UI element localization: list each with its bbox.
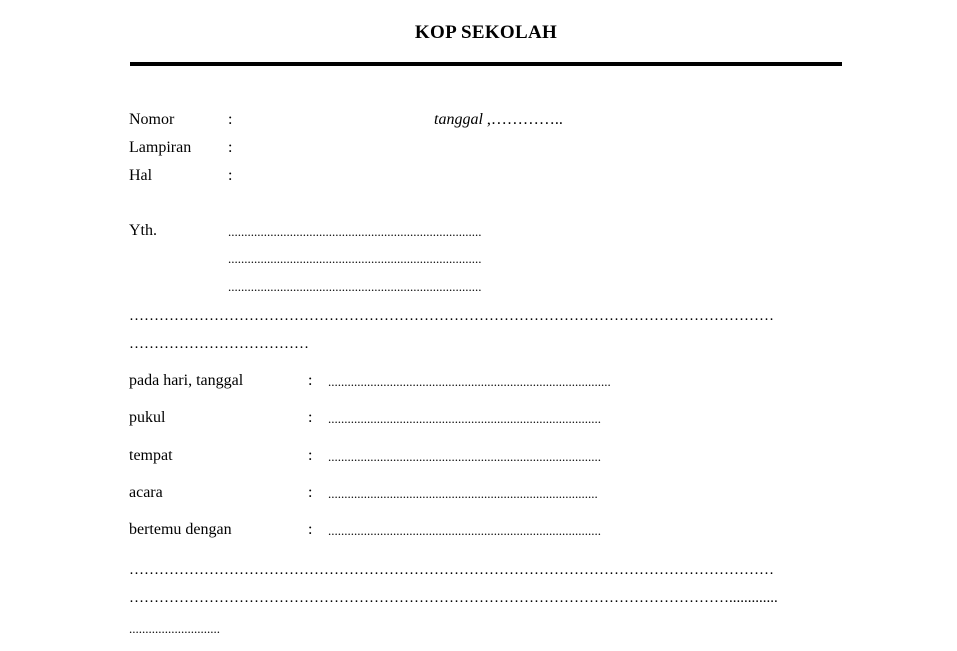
detail-colon: : xyxy=(308,484,313,501)
yth-line-3: .............................................................................. xyxy=(228,279,482,294)
hal-label: Hal xyxy=(129,167,153,184)
closing-line-3: ............................ xyxy=(129,621,220,636)
detail-value-hari: ....................................................................................... xyxy=(328,374,611,389)
detail-value-tempat: .................................................................................... xyxy=(328,449,601,464)
detail-colon: : xyxy=(308,447,313,464)
detail-colon: : xyxy=(308,372,313,389)
nomor-label: Nomor xyxy=(129,111,175,128)
closing-line-1: ………………………………………………………………………………………………………………… xyxy=(129,562,774,578)
body-line-2: ……………………………… xyxy=(129,336,309,352)
detail-colon: : xyxy=(308,409,313,426)
nomor-colon: : xyxy=(228,111,233,128)
letterhead-title: KOP SEKOLAH xyxy=(414,22,558,43)
yth-label: Yth. xyxy=(129,222,157,239)
header-divider xyxy=(130,62,842,66)
detail-label-hari: pada hari, tanggal xyxy=(129,372,244,389)
tanggal-value: ,………….. xyxy=(482,111,563,128)
detail-colon: : xyxy=(308,521,313,538)
closing-line-2: …………………………………………………………………………………………………………............. xyxy=(129,590,778,606)
detail-label-tempat: tempat xyxy=(129,447,173,464)
lampiran-colon: : xyxy=(228,139,233,156)
detail-value-pukul: .................................................................................... xyxy=(328,411,601,426)
yth-line-1: .............................................................................. xyxy=(228,224,482,239)
detail-label-pukul: pukul xyxy=(129,409,166,426)
date-line xyxy=(434,111,563,129)
detail-value-acara: ................................................................................... xyxy=(328,486,598,501)
body-line-1: ………………………………………………………………………………………………………………… xyxy=(129,308,774,324)
tanggal-label: tanggal xyxy=(434,111,483,128)
lampiran-label: Lampiran xyxy=(129,139,192,156)
detail-value-bertemu: .................................................................................... xyxy=(328,523,601,538)
hal-colon: : xyxy=(228,167,233,184)
detail-label-acara: acara xyxy=(129,484,163,501)
yth-line-2: .............................................................................. xyxy=(228,251,482,266)
detail-label-bertemu: bertemu dengan xyxy=(129,521,232,538)
